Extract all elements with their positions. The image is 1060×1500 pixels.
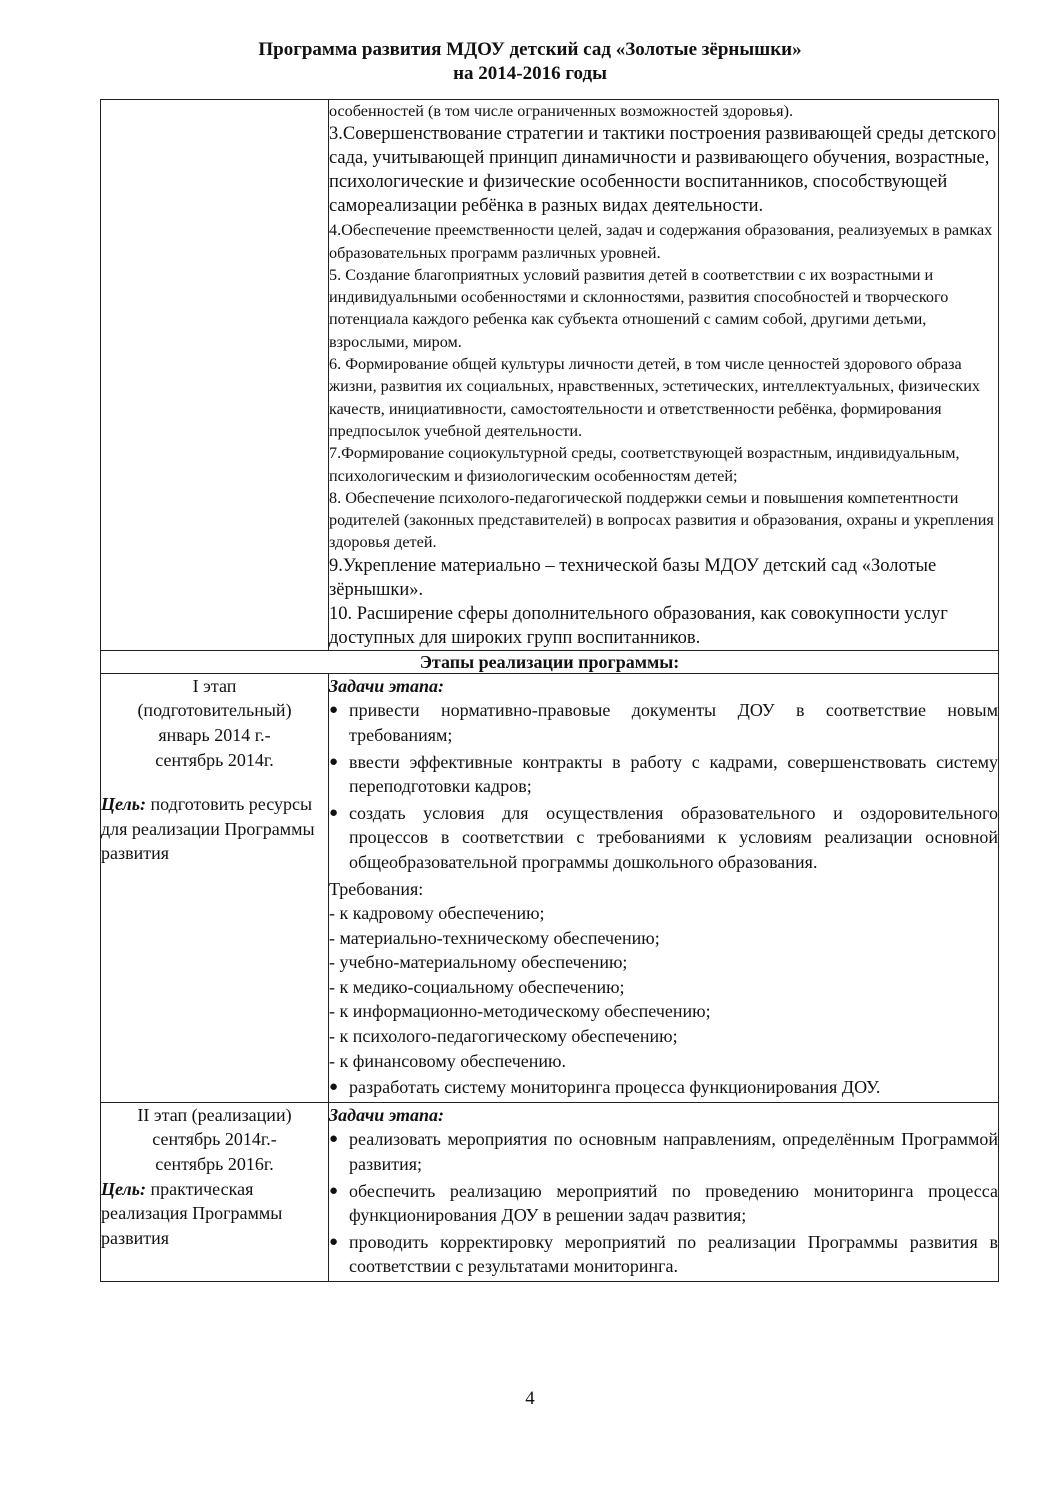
list-item: ● проводить корректировку мероприятий по реализации Программы развития в соответствии с результатами мониторинга. xyxy=(329,1231,998,1277)
stage1-period-start: январь 2014 г.- xyxy=(158,724,271,745)
stage1-last-task-list xyxy=(329,1075,998,1100)
header-subtitle: на 2014-2016 годы xyxy=(453,63,607,84)
list-item: ● ввести эффективные контракты в работу с кадрами, совершенствовать систему переподготовки кадров; xyxy=(329,751,998,797)
requirement-item: - к кадровому обеспечению; xyxy=(329,903,545,924)
stage1-row xyxy=(101,673,999,1102)
bullet-icon: ● xyxy=(329,1182,339,1199)
requirements-title: Требования: xyxy=(329,878,424,899)
stage2-row xyxy=(101,1102,999,1281)
stage2-goal xyxy=(101,1177,328,1251)
goal-item: особенностей (в том числе ограниченных возможностей здоровья). xyxy=(329,102,794,120)
bullet-icon: ● xyxy=(329,1233,339,1250)
stage1-task-list xyxy=(329,698,998,874)
goal-item: 7.Формирование социокультурной среды, соответствующей возрастным, индивидуальным, психологическим и физиологическим особенностям детей; xyxy=(329,444,960,485)
goal-item: 5. Создание благоприятных условий развития детей в соответствии с их возрастными и индивидуальными особенностями и склонностями, развития способностей и творческого потенциала каждого ребенка как субъекта отношений с самим собой, другими детьми, взрослыми, миром. xyxy=(329,265,949,351)
requirement-item: - к психолого-педагогическому обеспечению; xyxy=(329,1026,678,1047)
stage1-goal-text: подготовить ресурсы для реализации Программы развития xyxy=(101,794,315,864)
stage2-name: II этап (реализации) xyxy=(137,1104,292,1125)
stage2-goal-label: Цель: xyxy=(101,1178,146,1199)
section-row xyxy=(101,650,999,673)
goals-left-cell xyxy=(101,100,329,651)
bullet-icon: ● xyxy=(329,1131,339,1148)
requirement-item: - к информационно-методическому обеспечению; xyxy=(329,1001,711,1022)
stage2-goal-text: практическая реализация Программы развития xyxy=(101,1178,283,1248)
goals-row xyxy=(101,100,999,651)
stage2-period-end: сентябрь 2016г. xyxy=(155,1154,274,1175)
stage1-tasks xyxy=(329,673,999,1102)
stage1-name: I этап xyxy=(192,675,237,696)
document-header xyxy=(0,38,1060,86)
section-title: Этапы реализации программы: xyxy=(101,650,999,673)
page-number: 4 xyxy=(525,1388,535,1409)
stage2-info xyxy=(101,1102,329,1281)
stage2-tasks xyxy=(329,1102,999,1281)
list-item: ● обеспечить реализацию мероприятий по проведению мониторинга процесса функционирования ДОУ в решении задач развития; xyxy=(329,1180,998,1226)
stage1-info xyxy=(101,673,329,1102)
goal-item: 6. Формирование общей культуры личности детей, в том числе ценностей здорового образа жизни, развития их социальных, нравственных, эстетических, интеллектуальных, физических качеств, инициативности, самостоятельности и ответственности ребёнка, формирования предпосылок учебной деятельности. xyxy=(329,355,980,440)
program-table xyxy=(100,99,999,1282)
stage1-period-end: сентябрь 2014г. xyxy=(155,749,274,770)
goal-item: 3.Совершенствование стратегии и тактики построения развивающей среды детского сада, учитывающей принцип динамичности и развивающего обучения, возрастные, психологические и физические особенности воспитанников, способствующей самореализации ребёнка в разных видах деятельности. xyxy=(329,124,997,217)
header-title: Программа развития МДОУ детский сад «Золотые зёрнышки» xyxy=(258,39,802,60)
bullet-icon: ● xyxy=(329,1079,339,1096)
requirement-item: - учебно-материальному обеспечению; xyxy=(329,952,628,973)
bullet-icon: ● xyxy=(329,702,339,719)
goals-cell xyxy=(329,100,999,651)
stage2-task-list xyxy=(329,1127,998,1279)
stage1-goal xyxy=(101,792,328,866)
stage2-tasks-title: Задачи этапа: xyxy=(329,1104,445,1125)
stage1-goal-label: Цель: xyxy=(101,794,146,815)
requirement-item: - к медико-социальному обеспечению; xyxy=(329,976,625,997)
requirement-item: - материально-техническому обеспечению; xyxy=(329,927,660,948)
list-item: ● создать условия для осуществления образовательного и оздоровительного процессов в соответствии с требованиями к условиям реализации основной общеобразовательной программы дошкольного образования. xyxy=(329,802,998,872)
goal-item: 10. Расширение сферы дополнительного образования, как совокупности услуг доступных для широких групп воспитанников. xyxy=(329,603,948,648)
stage2-period-start: сентябрь 2014г.- xyxy=(152,1129,277,1150)
bullet-icon: ● xyxy=(329,753,339,770)
stage1-subtitle: (подготовительный) xyxy=(137,700,292,721)
stage1-tasks-title: Задачи этапа: xyxy=(329,675,445,696)
goal-item: 8. Обеспечение психолого-педагогической поддержки семьи и повышения компетентности родителей (законных представителей) в вопросах развития и образования, охраны и укрепления здоровья детей. xyxy=(329,488,994,552)
goal-item: 9.Укрепление материально – технической базы МДОУ детский сад «Золотые зёрнышки». xyxy=(329,555,937,600)
bullet-icon: ● xyxy=(329,804,339,821)
goal-item: 4.Обеспечение преемственности целей, задач и содержания образования, реализуемых в рамках образовательных программ различных уровней. xyxy=(329,221,993,262)
list-item: ● реализовать мероприятия по основным направлениям, определённым Программой развития; xyxy=(329,1129,998,1175)
list-item: ● разработать систему мониторинга процесса функционирования ДОУ. xyxy=(329,1075,998,1100)
list-item: ● привести нормативно-правовые документы ДОУ в соответствие новым требованиям; xyxy=(329,700,998,745)
requirement-item: - к финансовому обеспечению. xyxy=(329,1050,566,1071)
